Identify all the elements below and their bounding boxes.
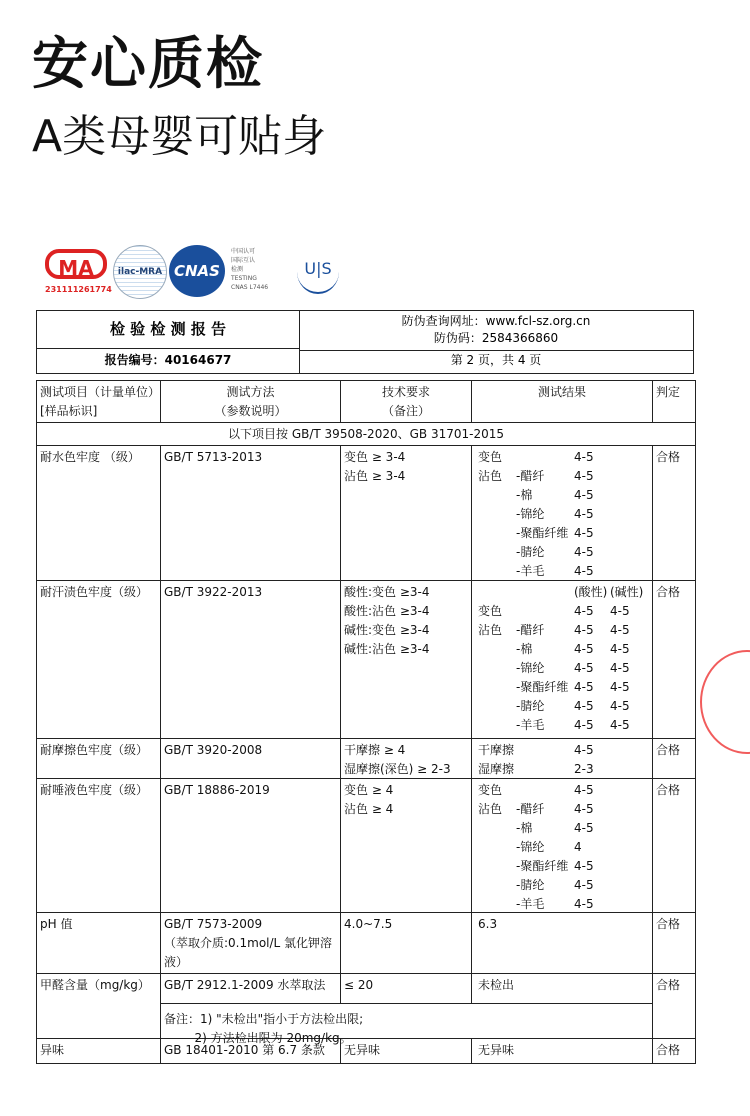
item-cell: [37, 974, 161, 1038]
verdict-cell: [653, 581, 695, 738]
req-cell: [341, 974, 472, 1004]
item-line: 甲醛含量（mg/kg）: [40, 978, 150, 992]
header-line: 判定: [656, 385, 681, 399]
req-line: 酸性:变色 ≥3-4: [344, 585, 430, 599]
result-value: 干摩擦: [478, 743, 515, 757]
method-cell: [161, 913, 341, 973]
standard-note: 以下项目按 GB/T 39508-2020、GB 31701-2015: [228, 427, 504, 441]
item-cell: [37, 779, 161, 912]
result-value: 4-5: [574, 821, 594, 835]
table-row: [37, 446, 695, 581]
result-value: 变色: [478, 783, 503, 797]
header-line: （备注）: [381, 404, 430, 418]
result-value: 4-5: [574, 545, 594, 559]
result-value: 4-5: [574, 623, 594, 637]
cnas-text: 中国认可 国际互认 检测 TESTING CNAS L7446: [231, 248, 269, 291]
result-value: 变色: [478, 604, 503, 618]
result-line: [475, 505, 649, 524]
result-value: 4-5: [574, 699, 594, 713]
result-value: 4-5: [610, 718, 630, 732]
remark-line: 2) 方法检出限为 20mg/kg。: [164, 1031, 352, 1045]
verdict: 合格: [656, 783, 681, 797]
cnas-logo: CNAS: [169, 245, 225, 297]
req-line: 湿摩擦(深色) ≥ 2-3: [344, 762, 451, 776]
ilac-logo: ilac-MRA: [113, 245, 167, 299]
result-line: [475, 486, 649, 505]
result-value: 4-5: [610, 604, 630, 618]
result-value: 4-5: [574, 661, 594, 675]
method-line: 液）: [164, 955, 189, 969]
method-cell: [161, 1039, 341, 1063]
verify-url: 防伪查询网址：www.fcl-sz.org.cn: [401, 314, 591, 328]
table-row: [37, 739, 695, 779]
method-line: GB/T 3922-2013: [164, 585, 263, 599]
result-value: (碱性): [610, 585, 644, 599]
header-line: 测试方法: [226, 385, 275, 399]
result-value: 无异味: [478, 1043, 515, 1057]
result-line: [475, 697, 649, 716]
result-value: -羊毛: [516, 564, 545, 578]
result-value: 沾色: [478, 623, 503, 637]
verdict: 合格: [656, 1043, 681, 1057]
result-cell: [472, 739, 653, 778]
item-cell: [37, 1039, 161, 1063]
result-line: [475, 857, 649, 876]
result-value: 4-5: [574, 718, 594, 732]
report-number: 报告编号：40164677: [37, 348, 300, 373]
result-line: [475, 781, 649, 800]
result-value: -棉: [516, 488, 533, 502]
item-cell: [37, 581, 161, 738]
table-row: [37, 1039, 695, 1063]
result-value: 沾色: [478, 802, 503, 816]
result-value: 4-5: [574, 897, 594, 911]
result-line: [475, 562, 649, 581]
column-header: [341, 381, 472, 422]
column-header: [472, 381, 653, 422]
result-value: 4-5: [610, 699, 630, 713]
result-line: [475, 1041, 649, 1060]
method-cell: [161, 779, 341, 912]
header-line: [样品标识]: [40, 404, 98, 418]
item-cell: [37, 913, 161, 973]
result-line: [475, 838, 649, 857]
cma-number: 231111261774: [45, 285, 112, 294]
cma-logo: MA: [45, 249, 107, 279]
result-value: -聚酯纤维: [516, 526, 569, 540]
result-line: [475, 678, 649, 697]
method-line: GB/T 18886-2019: [164, 783, 270, 797]
req-line: 4.0~7.5: [344, 917, 393, 931]
req-line: 碱性:沾色 ≥3-4: [344, 642, 430, 656]
method-cell: [161, 446, 341, 580]
result-value: 4-5: [574, 564, 594, 578]
result-value: 4-5: [574, 642, 594, 656]
report-header: [36, 310, 694, 374]
header-line: 测试项目（计量单位）: [40, 385, 161, 399]
result-line: [475, 741, 649, 760]
item-line: 耐水色牢度 （级）: [40, 450, 140, 464]
result-line: [475, 602, 649, 621]
column-header: [161, 381, 341, 422]
result-line: [475, 800, 649, 819]
result-line: [475, 583, 649, 602]
result-cell: [472, 581, 653, 738]
req-line: 沾色 ≥ 3-4: [344, 469, 406, 483]
page-title: 安心质检: [32, 32, 264, 97]
verdict: 合格: [656, 450, 681, 464]
req-line: 碱性:变色 ≥3-4: [344, 623, 430, 637]
result-value: 4-5: [610, 661, 630, 675]
result-value: 4-5: [574, 469, 594, 483]
method-cell: [161, 739, 341, 778]
req-line: 酸性:沾色 ≥3-4: [344, 604, 430, 618]
result-value: -醋纤: [516, 802, 545, 816]
verdict-cell: [653, 739, 695, 778]
result-value: -醋纤: [516, 469, 545, 483]
result-value: -棉: [516, 642, 533, 656]
result-value: -棉: [516, 821, 533, 835]
result-line: [475, 621, 649, 640]
remark-cell: [161, 1004, 653, 1045]
result-value: 6.3: [478, 917, 498, 931]
result-line: [475, 976, 649, 995]
req-cell: [341, 913, 472, 973]
result-value: 4-5: [574, 878, 594, 892]
column-header: [653, 381, 695, 422]
result-value: -聚酯纤维: [516, 680, 569, 694]
req-cell: [341, 446, 472, 580]
table-row: [37, 779, 695, 913]
result-value: 4-5: [574, 450, 594, 464]
method-line: GB/T 2912.1-2009 水萃取法: [164, 978, 326, 992]
result-value: 湿摩擦: [478, 762, 515, 776]
standard-note-row: [37, 423, 695, 446]
remark-line: 备注：1) "未检出"指小于方法检出限;: [164, 1012, 364, 1026]
result-value: 4-5: [574, 507, 594, 521]
result-cell: [472, 446, 653, 580]
verify-code: 防伪码：2584366860: [433, 331, 559, 345]
result-line: [475, 716, 649, 735]
verdict-cell: [653, 913, 695, 973]
result-value: 4-5: [610, 642, 630, 656]
result-value: 4-5: [574, 680, 594, 694]
req-line: 干摩擦 ≥ 4: [344, 743, 406, 757]
table-row: [37, 581, 695, 739]
result-cell: [472, 913, 653, 973]
result-value: 4-5: [574, 488, 594, 502]
method-cell: [161, 974, 341, 1004]
result-value: -锦纶: [516, 507, 545, 521]
result-value: -羊毛: [516, 718, 545, 732]
verify-info: [299, 311, 693, 351]
result-value: 4-5: [610, 623, 630, 637]
verdict: 合格: [656, 978, 681, 992]
req-cell: [341, 779, 472, 912]
report-title: 检 验 检 测 报 告: [37, 311, 300, 349]
table-row: [37, 974, 695, 1045]
result-value: 沾色: [478, 469, 503, 483]
result-value: -锦纶: [516, 661, 545, 675]
result-line: [475, 543, 649, 562]
method-line: GB/T 7573-2009: [164, 917, 263, 931]
verdict-cell: [653, 1039, 695, 1063]
column-header: [37, 381, 161, 422]
verdict: 合格: [656, 585, 681, 599]
result-value: -腈纶: [516, 545, 545, 559]
verdict-cell: [653, 446, 695, 580]
result-value: 4-5: [574, 859, 594, 873]
result-line: [475, 640, 649, 659]
item-line: pH 值: [40, 917, 73, 931]
result-value: -聚酯纤维: [516, 859, 569, 873]
item-line: 异味: [40, 1043, 65, 1057]
verdict: 合格: [656, 917, 681, 931]
req-line: ≤ 20: [344, 978, 374, 992]
page-indicator: 第 2 页，共 4 页: [450, 353, 542, 367]
result-line: [475, 524, 649, 543]
result-value: 4-5: [574, 526, 594, 540]
method-line: GB/T 3920-2008: [164, 743, 263, 757]
result-value: 4-5: [610, 680, 630, 694]
result-cell: [472, 974, 653, 1004]
verdict-cell: [653, 779, 695, 912]
header-line: 测试结果: [537, 385, 586, 399]
header-line: （参数说明）: [214, 404, 287, 418]
method-line: GB 18401-2010 第 6.7 条款: [164, 1043, 325, 1057]
result-value: -腈纶: [516, 878, 545, 892]
result-value: 变色: [478, 450, 503, 464]
result-line: [475, 819, 649, 838]
item-line: 耐唾液色牢度（级）: [40, 783, 149, 797]
table-header-row: [37, 381, 695, 423]
result-line: [475, 467, 649, 486]
result-value: -腈纶: [516, 699, 545, 713]
req-cell: [341, 1039, 472, 1063]
result-line: [475, 915, 649, 934]
result-value: 未检出: [478, 978, 515, 992]
result-line: [475, 659, 649, 678]
test-results-table: [36, 380, 696, 1064]
result-line: [475, 876, 649, 895]
req-line: 沾色 ≥ 4: [344, 802, 394, 816]
item-cell: [37, 739, 161, 778]
req-line: 变色 ≥ 3-4: [344, 450, 406, 464]
item-line: 耐汗渍色牢度（级）: [40, 585, 149, 599]
result-value: 4: [574, 840, 582, 854]
req-line: 变色 ≥ 4: [344, 783, 394, 797]
page-subtitle: A类母婴可贴身: [32, 111, 327, 162]
result-value: 4-5: [574, 802, 594, 816]
method-cell: [161, 581, 341, 738]
result-line: [475, 760, 649, 779]
item-line: 耐摩擦色牢度（级）: [40, 743, 149, 757]
result-value: 2-3: [574, 762, 594, 776]
table-row: [37, 913, 695, 974]
result-value: 4-5: [574, 783, 594, 797]
result-cell: [472, 1039, 653, 1063]
result-cell: [472, 779, 653, 912]
req-line: 无异味: [344, 1043, 381, 1057]
result-line: [475, 448, 649, 467]
item-cell: [37, 446, 161, 580]
result-value: 4-5: [574, 604, 594, 618]
method-line: （萃取介质:0.1mol/L 氯化钾溶: [164, 936, 333, 950]
uts-logo: U|S: [297, 250, 339, 294]
verdict: 合格: [656, 743, 681, 757]
header-line: 技术要求: [381, 385, 430, 399]
red-seal-stamp: [700, 650, 750, 754]
method-line: GB/T 5713-2013: [164, 450, 263, 464]
result-value: -锦纶: [516, 840, 545, 854]
req-cell: [341, 739, 472, 778]
result-value: (酸性): [574, 585, 608, 599]
certification-logos: [45, 245, 365, 300]
verdict-cell: [653, 974, 695, 1038]
result-value: 4-5: [574, 743, 594, 757]
result-value: -醋纤: [516, 623, 545, 637]
result-line: [475, 895, 649, 914]
req-cell: [341, 581, 472, 738]
result-value: -羊毛: [516, 897, 545, 911]
